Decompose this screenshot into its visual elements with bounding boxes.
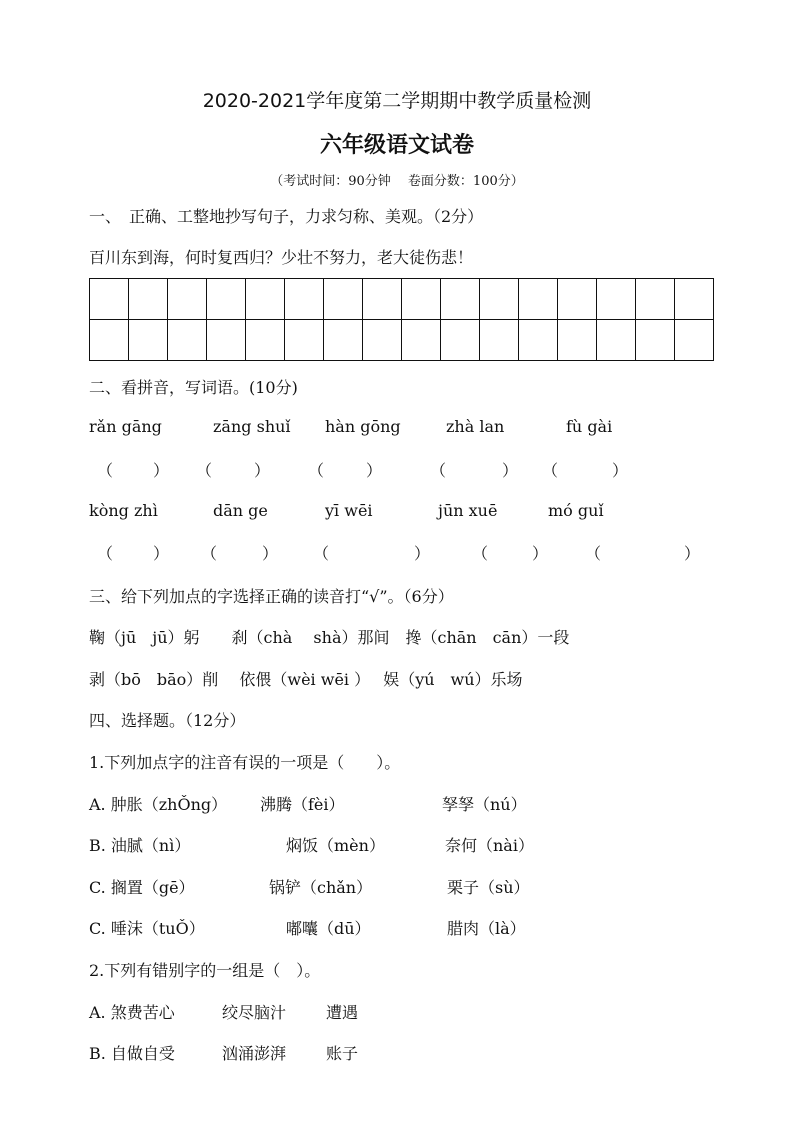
grid-cell bbox=[675, 279, 714, 320]
option-text: C. 唾沫（tuǑ） bbox=[89, 919, 205, 938]
grid-cell bbox=[207, 320, 246, 361]
section4-heading: 四、选择题。（12分） bbox=[89, 711, 246, 730]
pinyin-item: rǎn gāng bbox=[89, 417, 162, 436]
option-text: C. 搁置（gē） bbox=[89, 878, 195, 897]
grid-cell bbox=[129, 320, 168, 361]
grid-cell bbox=[636, 320, 675, 361]
grid-row bbox=[90, 320, 714, 361]
grid-cell bbox=[675, 320, 714, 361]
grid-cell bbox=[246, 279, 285, 320]
pinyin-item: dān ge bbox=[213, 501, 268, 520]
section3-heading: 三、给下列加点的字选择正确的读音打“√”。（6分） bbox=[89, 587, 454, 606]
pinyin-item: hàn gōng bbox=[325, 417, 401, 436]
option-text: 锅铲（chǎn） bbox=[269, 878, 373, 897]
exam-title: 2020-2021学年度第二学期期中教学质量检测 bbox=[202, 90, 592, 112]
option-text: 汹涌澎湃 bbox=[222, 1044, 287, 1063]
grid-cell bbox=[363, 279, 402, 320]
option-text: A. 肿胀（zhǑng） bbox=[89, 795, 228, 814]
option-text: 嘟囔（dū） bbox=[286, 919, 371, 938]
grid-cell bbox=[324, 279, 363, 320]
pinyin-item: yī wēi bbox=[325, 501, 373, 520]
grid-cell bbox=[519, 320, 558, 361]
section3-line: 剥（bō bāo）削 依偎（wèi wēi ） 娱（yú wú）乐场 bbox=[89, 670, 523, 689]
option-text: 焖饭（mèn） bbox=[286, 836, 385, 855]
question-2: 2.下列有错别字的一组是（ ）。 bbox=[89, 961, 321, 980]
grid-cell bbox=[480, 279, 519, 320]
grid-cell bbox=[597, 279, 636, 320]
option-text: 账子 bbox=[326, 1044, 359, 1063]
grid-cell bbox=[90, 320, 129, 361]
handwriting-grid bbox=[89, 278, 714, 361]
pinyin-item: fù gài bbox=[566, 417, 613, 436]
section1-heading: 一、 正确、工整地抄写句子，力求匀称、美观。（2分） bbox=[89, 207, 484, 226]
exam-subtitle: 六年级语文试卷 bbox=[319, 133, 474, 158]
grid-cell bbox=[363, 320, 402, 361]
pinyin-item: kòng zhì bbox=[89, 501, 158, 520]
option-text: B. 自做自受 bbox=[89, 1044, 175, 1063]
section3-line: 鞠（jū jū）躬 刹（chà shà）那间 搀（chān cān）一段 bbox=[89, 628, 570, 647]
exam-info: （考试时间：90分钟 卷面分数：100分） bbox=[270, 174, 524, 189]
grid-cell bbox=[90, 279, 129, 320]
grid-cell bbox=[285, 279, 324, 320]
grid-cell bbox=[441, 279, 480, 320]
pinyin-item: jūn xuē bbox=[438, 501, 498, 520]
option-text: A. 煞费苦心 bbox=[89, 1003, 175, 1022]
grid-cell bbox=[285, 320, 324, 361]
grid-cell bbox=[558, 320, 597, 361]
section1-sentence: 百川东到海，何时复西归？少壮不努力，老大徒伤悲！ bbox=[89, 248, 474, 267]
grid-cell bbox=[441, 320, 480, 361]
section2-heading: 二、看拼音，写词语。(10分) bbox=[89, 378, 298, 397]
grid-cell bbox=[168, 279, 207, 320]
grid-cell bbox=[597, 320, 636, 361]
option-text: 遭遇 bbox=[326, 1003, 359, 1022]
grid-cell bbox=[636, 279, 675, 320]
option-text: B. 油腻（nì） bbox=[89, 836, 191, 855]
grid-cell bbox=[207, 279, 246, 320]
grid-cell bbox=[519, 279, 558, 320]
pinyin-item: mó guǐ bbox=[548, 501, 604, 520]
pinyin-item: zāng shuǐ bbox=[213, 417, 291, 436]
option-text: 绞尽脑汁 bbox=[222, 1003, 287, 1022]
question-1: 1.下列加点字的注音有误的一项是（ ）。 bbox=[89, 753, 401, 772]
grid-cell bbox=[402, 320, 441, 361]
grid-cell bbox=[129, 279, 168, 320]
option-text: 腊肉（là） bbox=[447, 919, 526, 938]
option-text: 栗子（sù） bbox=[447, 878, 530, 897]
pinyin-item: zhà lan bbox=[446, 417, 505, 436]
option-text: 奈何（nài） bbox=[445, 836, 534, 855]
grid-cell bbox=[480, 320, 519, 361]
grid-cell bbox=[246, 320, 285, 361]
grid-cell bbox=[324, 320, 363, 361]
grid-cell bbox=[558, 279, 597, 320]
grid-cell bbox=[402, 279, 441, 320]
option-text: 孥孥（nú） bbox=[442, 795, 527, 814]
option-text: 沸腾（fèi） bbox=[260, 795, 345, 814]
grid-row bbox=[90, 279, 714, 320]
grid-cell bbox=[168, 320, 207, 361]
